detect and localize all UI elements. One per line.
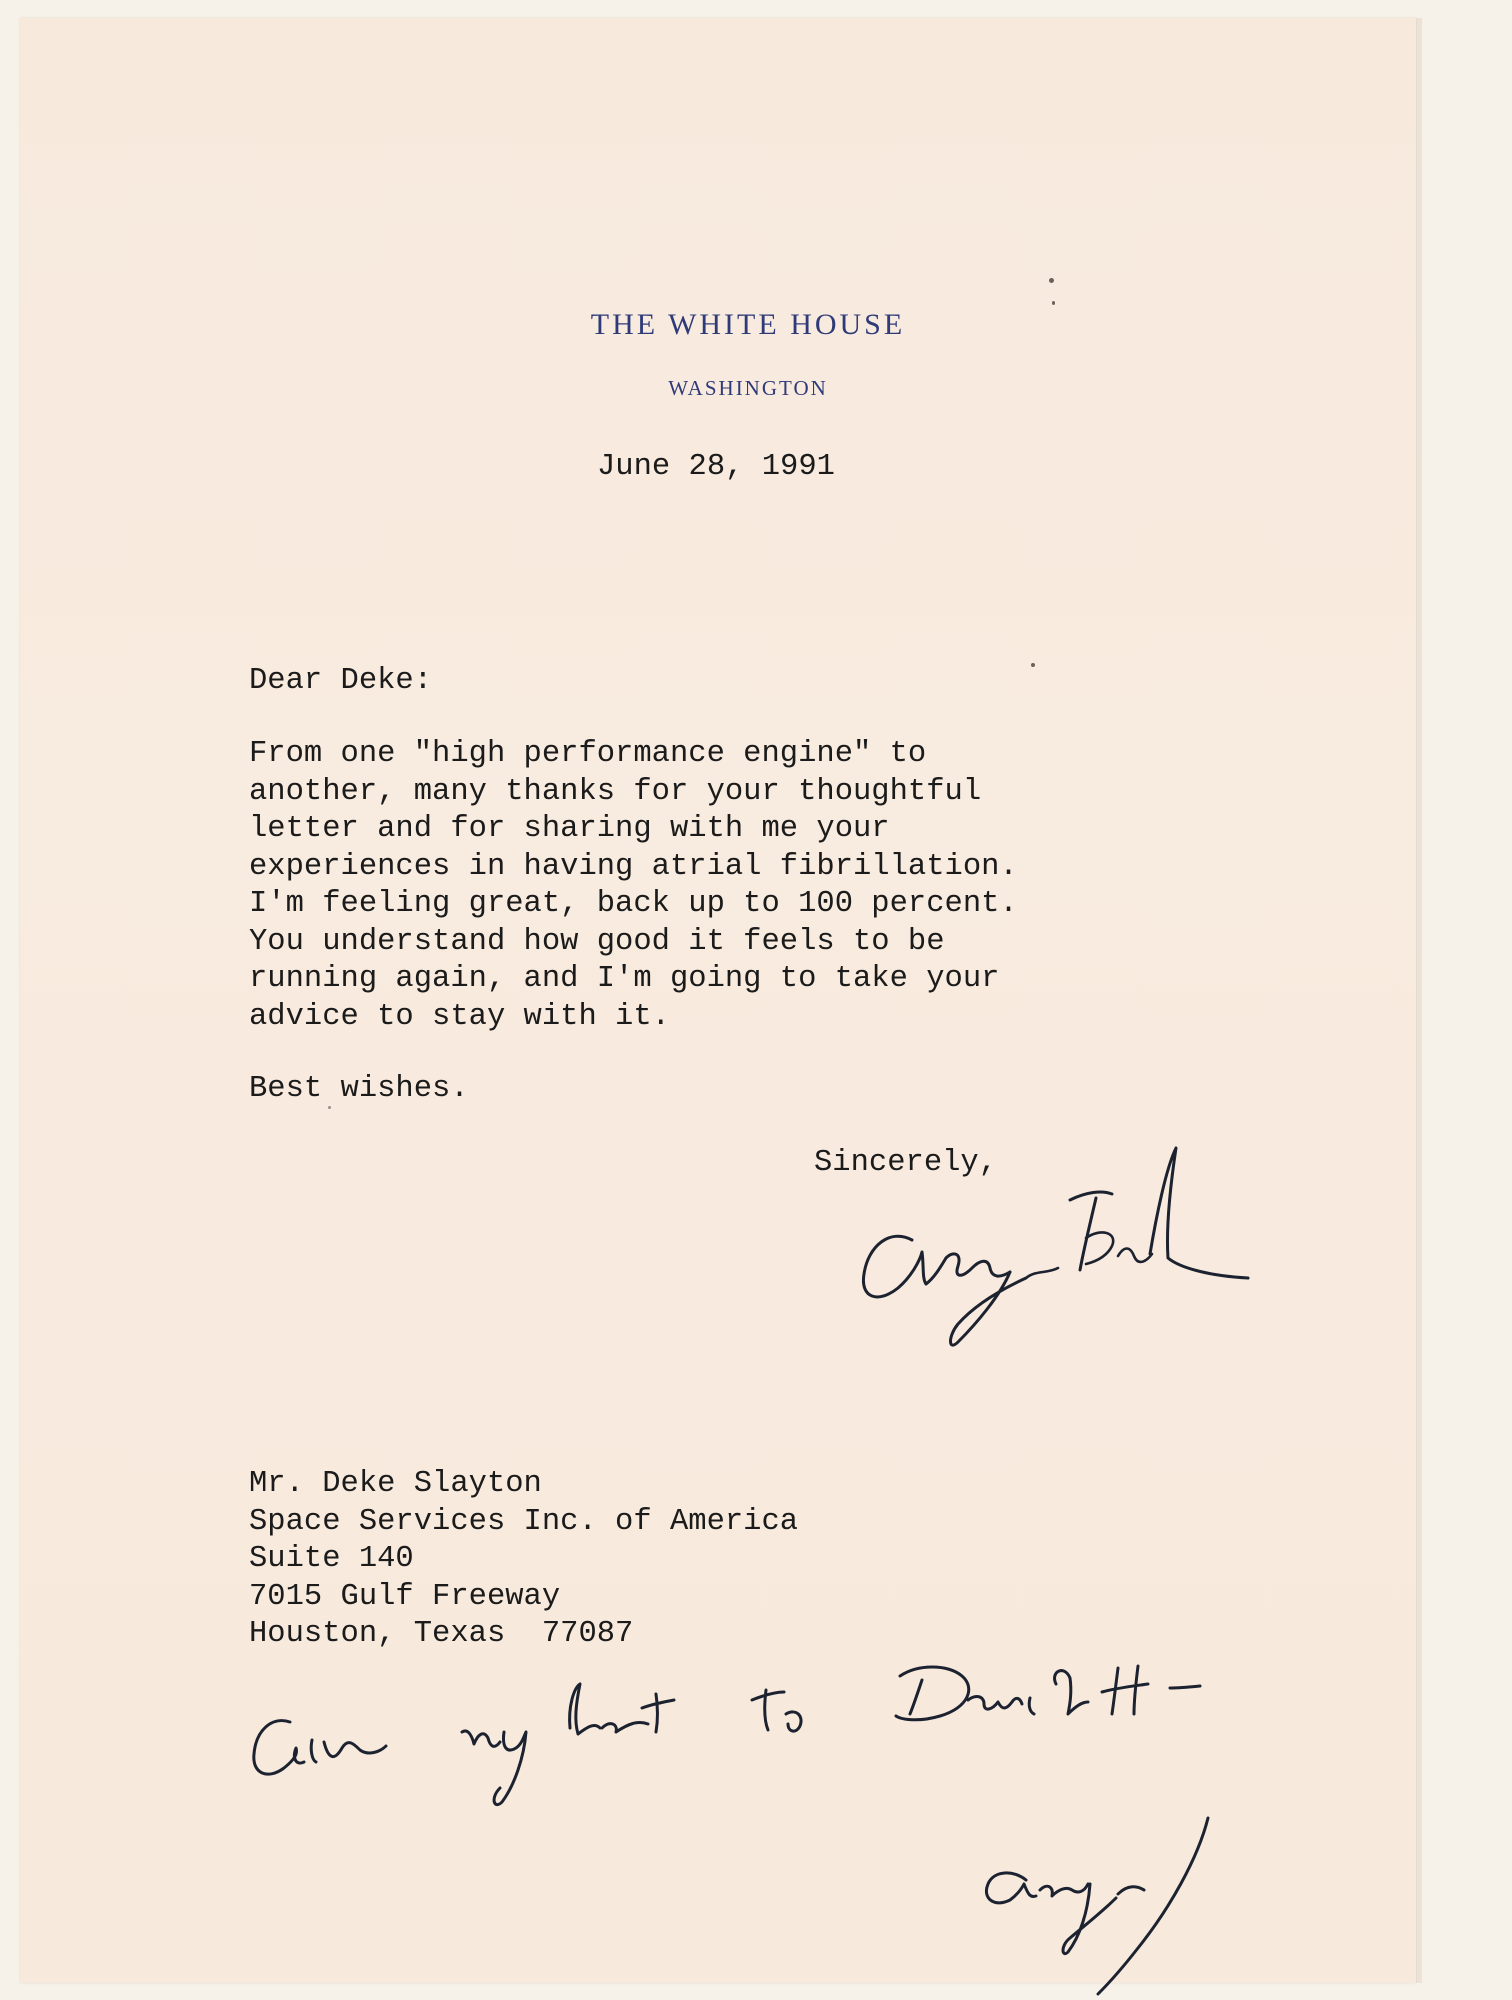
handwritten-postscript-image: [250, 1658, 1350, 1998]
body-line: letter and for sharing with me your: [249, 812, 890, 846]
address-line: 7015 Gulf Freeway: [249, 1580, 561, 1614]
signature-image: [850, 1128, 1310, 1368]
body-line: From one "high performance engine" to: [249, 737, 927, 771]
letter-date: June 28, 1991: [597, 450, 835, 484]
letter-sheet: [20, 18, 1416, 1983]
address-line: Suite 140: [249, 1542, 414, 1576]
paper-speck: [1049, 278, 1054, 283]
body-line: running again, and I'm going to take your: [249, 962, 1000, 996]
letterhead-title: THE WHITE HOUSE: [590, 308, 906, 341]
body-line: another, many thanks for your thoughtful: [249, 775, 982, 809]
paper-speck: [1052, 301, 1055, 305]
closing: Best wishes.: [249, 1072, 469, 1106]
body-line: I'm feeling great, back up to 100 percent.: [249, 887, 1018, 921]
address-line: Houston, Texas 77087: [249, 1617, 634, 1651]
paper-speck: [1031, 663, 1035, 667]
address-line: Mr. Deke Slayton: [249, 1467, 542, 1501]
letterhead-city: WASHINGTON: [668, 376, 828, 400]
signoff: Sincerely,: [814, 1146, 998, 1180]
salutation: Dear Deke:: [249, 664, 433, 698]
address-line: Space Services Inc. of America: [249, 1505, 799, 1539]
body-line: advice to stay with it.: [249, 1000, 670, 1034]
body-line: experiences in having atrial fibrillation.: [249, 850, 1018, 884]
paper-speck: [328, 1106, 331, 1109]
body-line: You understand how good it feels to be: [249, 925, 945, 959]
